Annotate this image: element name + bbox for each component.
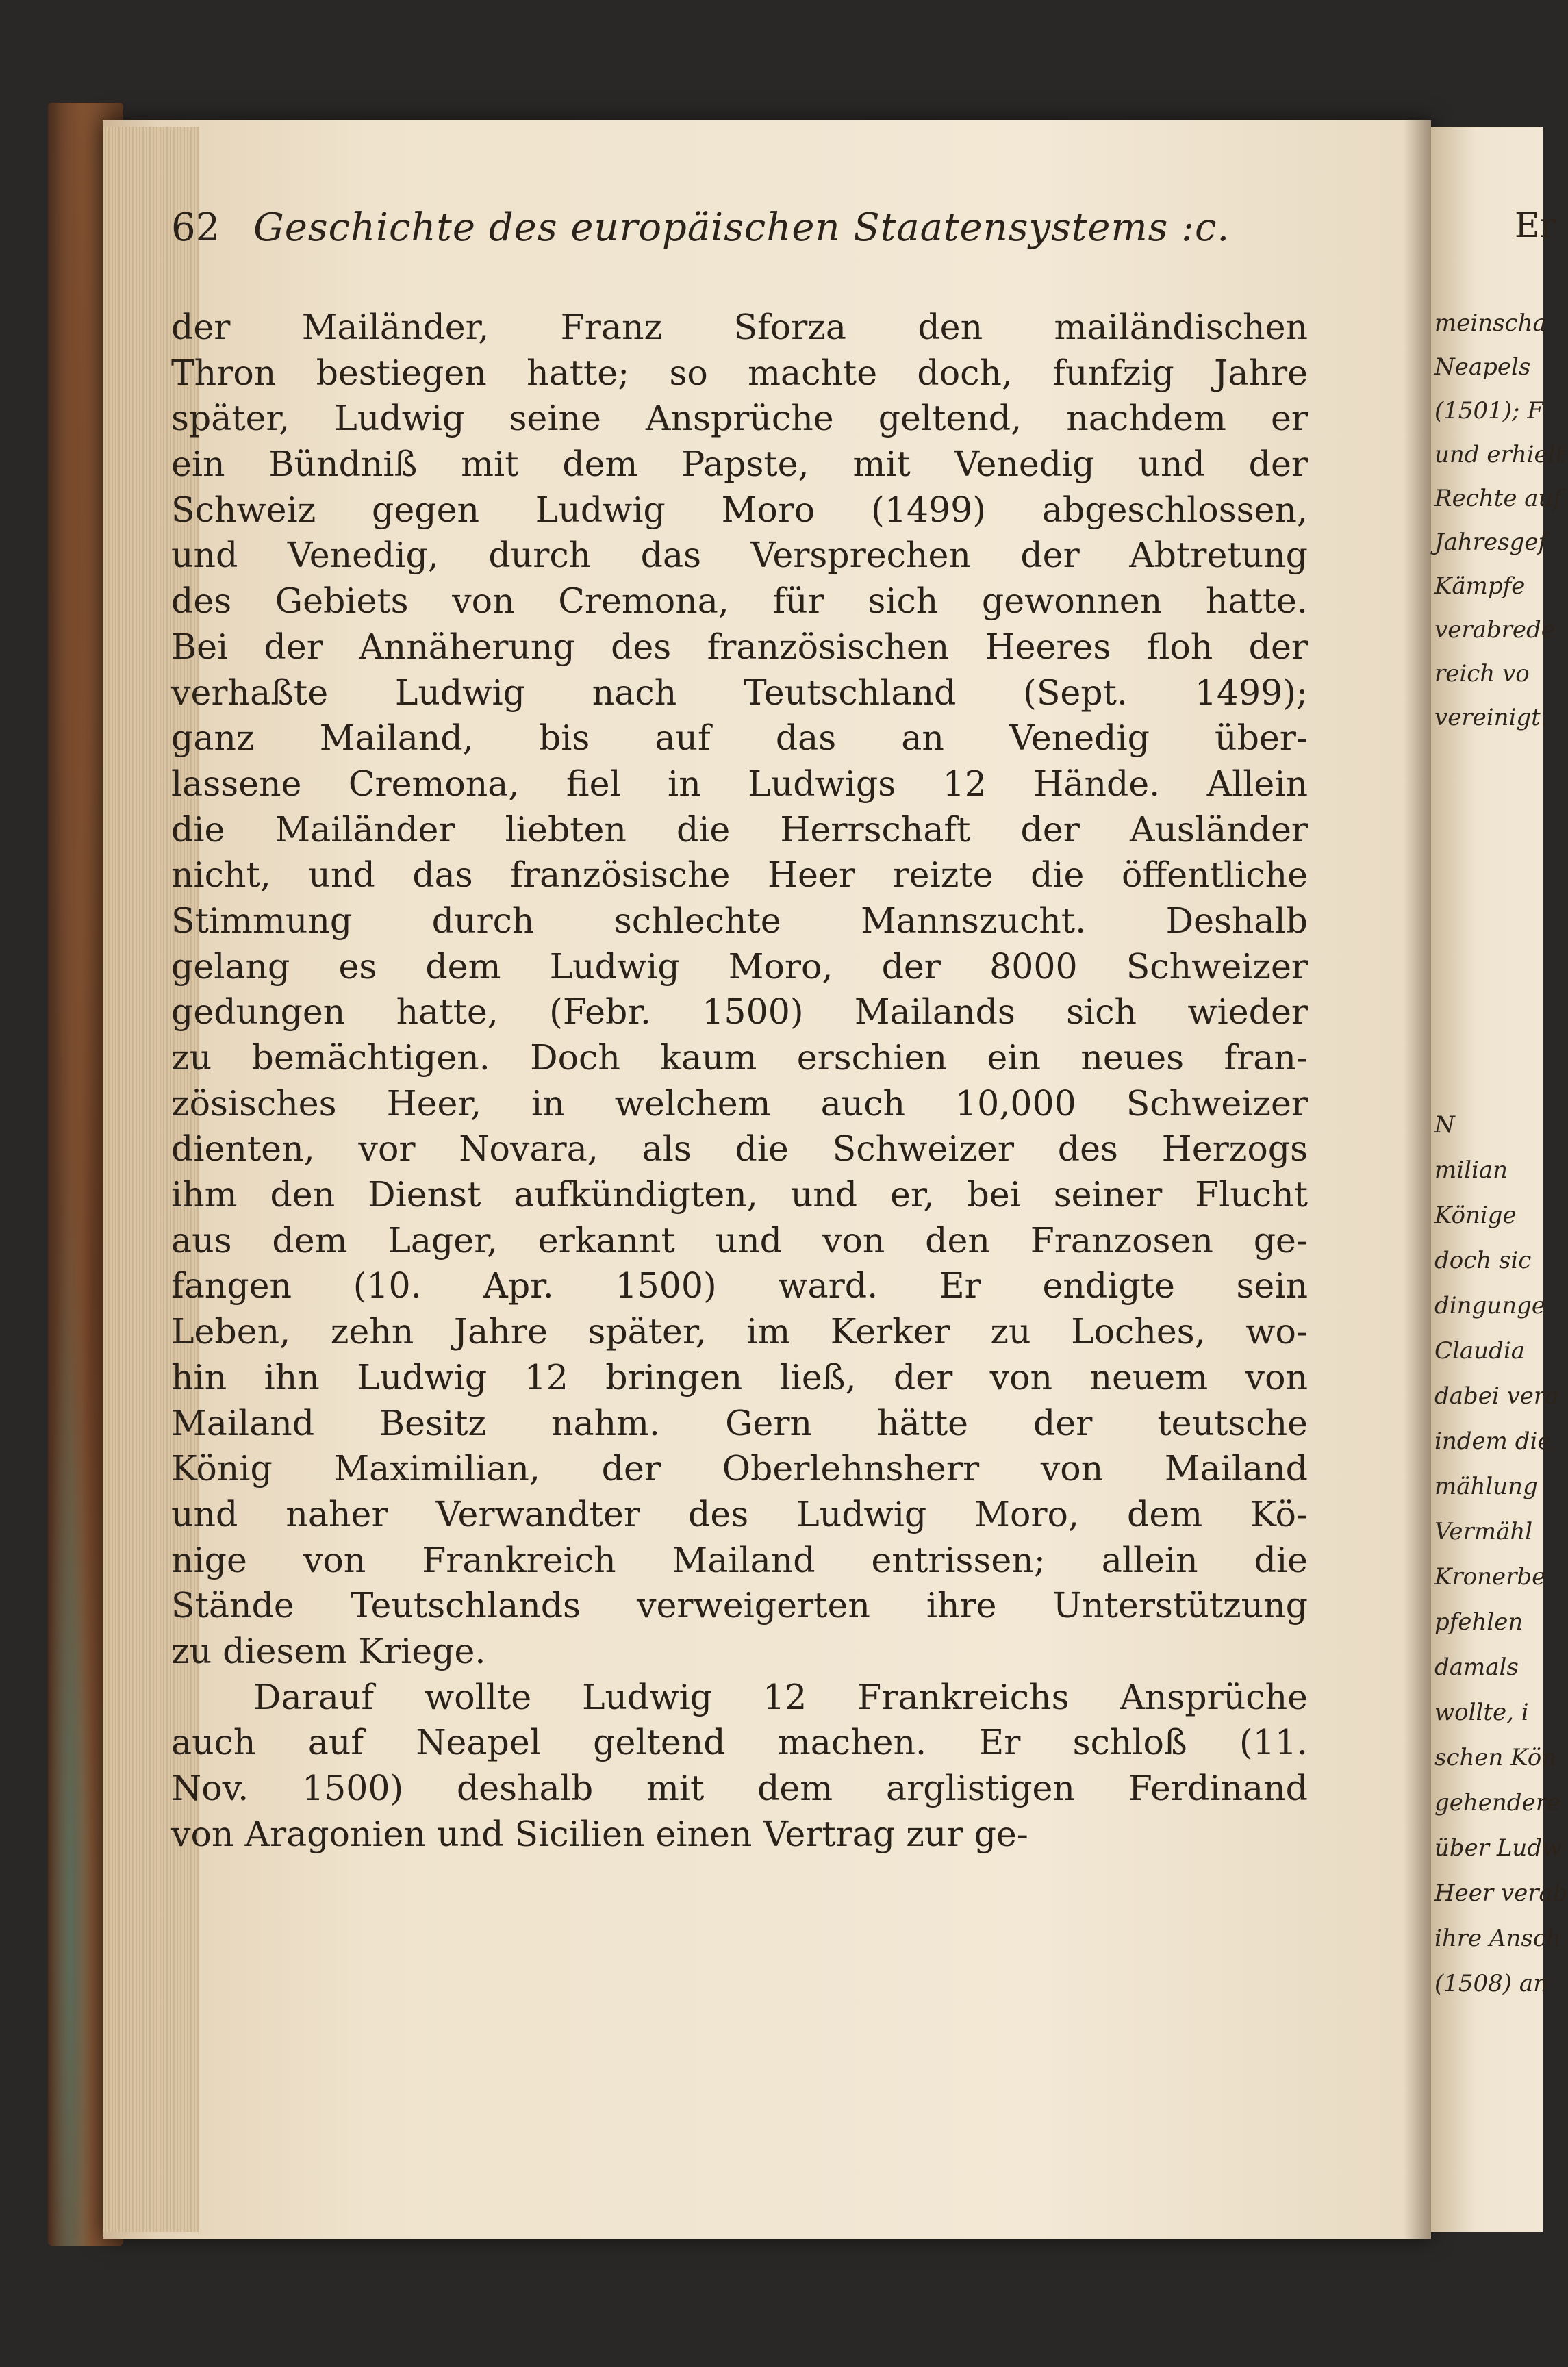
text-line-content: Thron bestiegen hatte; so machte doch, funfzig Jahre bbox=[171, 352, 1308, 393]
text-line-content: später, Ludwig seine Ansprüche geltend, nachdem er bbox=[171, 398, 1308, 439]
text-line bbox=[171, 1675, 1308, 1721]
text-line-content: der Mailänder, Franz Sforza den mailändischen bbox=[171, 307, 1308, 347]
fragment-line: gehendere bbox=[1434, 1789, 1561, 1817]
text-line-content: die Mailänder liebten die Herrschaft der Ausländer bbox=[171, 809, 1308, 850]
text-line bbox=[171, 533, 1308, 579]
text-line-content: lassene Cremona, fiel in Ludwigs 12 Hände. Allein bbox=[171, 763, 1308, 804]
text-line bbox=[171, 1263, 1308, 1309]
fragment-line: Rechte auf bbox=[1434, 485, 1563, 512]
text-line-content: und Venedig, durch das Versprechen der Abtretung bbox=[171, 535, 1308, 576]
fragment-line: Claudia bbox=[1434, 1337, 1525, 1365]
text-line bbox=[171, 1355, 1308, 1401]
text-line-content: ihm den Dienst aufkündigten, und er, bei seiner Flucht bbox=[171, 1174, 1308, 1215]
fragment-line: Kämpfe bbox=[1434, 572, 1526, 600]
text-line-content: ganz Mailand, bis auf das an Venedig über- bbox=[171, 718, 1308, 759]
text-line bbox=[171, 488, 1308, 533]
text-line-content: Stände Teutschlands verweigerten ihre Unterstützung bbox=[171, 1585, 1308, 1626]
fragment-line: Vermähl bbox=[1434, 1518, 1533, 1545]
text-line-content: zu bemächtigen. Doch kaum erschien ein neues fran- bbox=[171, 1037, 1308, 1078]
text-line bbox=[171, 624, 1308, 670]
running-title: Geschichte des europäischen Staatensystems :c. bbox=[253, 205, 1230, 250]
fragment-line: und erhielt bbox=[1434, 441, 1565, 468]
text-line-content: Schweiz gegen Ludwig Moro (1499) abgeschlossen, bbox=[171, 489, 1308, 530]
text-line-content: Darauf wollte Ludwig 12 Frankreichs Ansprüche bbox=[253, 1676, 1308, 1717]
text-line bbox=[171, 1172, 1308, 1218]
right-page-upper-text bbox=[1434, 301, 1565, 739]
text-line-content: ein Bündniß mit dem Papste, mit Venedig und der bbox=[171, 444, 1308, 485]
text-line-content: aus dem Lager, erkannt und von den Franzosen ge- bbox=[171, 1219, 1308, 1261]
fragment-line: mählung bbox=[1434, 1473, 1538, 1500]
fragment-line: indem die bbox=[1434, 1428, 1552, 1455]
text-line-content: des Gebiets von Cremona, für sich gewonnen hatte. bbox=[171, 581, 1308, 622]
fragment-line: Kronerbe bbox=[1434, 1563, 1546, 1591]
text-line bbox=[171, 716, 1308, 761]
text-line bbox=[171, 1218, 1308, 1264]
right-page-header: Er bbox=[1515, 205, 1556, 245]
text-line-content: Stimmung durch schlechte Mannszucht. Deshalb bbox=[171, 900, 1308, 941]
fragment-line: reich vo bbox=[1434, 660, 1530, 687]
text-line bbox=[171, 351, 1308, 396]
body-text bbox=[171, 305, 1308, 1857]
text-line bbox=[171, 670, 1308, 716]
text-line bbox=[171, 989, 1308, 1035]
text-line-content: gelang es dem Ludwig Moro, der 8000 Schweizer bbox=[171, 946, 1308, 987]
fragment-line: Neapels bbox=[1434, 353, 1531, 381]
fragment-line: doch sic bbox=[1434, 1247, 1532, 1274]
fragment-line: N bbox=[1434, 1111, 1455, 1139]
right-page-lower-text bbox=[1434, 1102, 1568, 2006]
fragment-line: Heer verab bbox=[1434, 1879, 1568, 1907]
text-line-content: nicht, und das französische Heer reizte die öffentliche bbox=[171, 855, 1308, 896]
text-line-content: zu diesem Kriege. bbox=[171, 1630, 486, 1671]
text-line bbox=[171, 1538, 1308, 1584]
text-line bbox=[171, 1401, 1308, 1447]
text-line-content: auch auf Neapel geltend machen. Er schloß (11. bbox=[171, 1722, 1308, 1763]
fragment-line: vereinigt. bbox=[1434, 704, 1548, 731]
fragment-line: dabei vera bbox=[1434, 1382, 1559, 1410]
text-line-content: hin ihn Ludwig 12 bringen ließ, der von neuem von bbox=[171, 1356, 1308, 1397]
fragment-line: verabrede bbox=[1434, 616, 1555, 644]
fragment-line: pfehlen bbox=[1434, 1608, 1523, 1636]
text-line bbox=[171, 807, 1308, 853]
fragment-line: wollte, i bbox=[1434, 1699, 1529, 1726]
text-line bbox=[171, 944, 1308, 990]
fragment-line: damals bbox=[1434, 1654, 1519, 1681]
fragment-line: über Ludw bbox=[1434, 1834, 1563, 1862]
text-line-content: zösisches Heer, in welchem auch 10,000 Schweizer bbox=[171, 1083, 1308, 1124]
fragment-line: ihre Ansch bbox=[1434, 1925, 1561, 1952]
text-line bbox=[171, 1081, 1308, 1127]
fragment-line: Jahresgef bbox=[1434, 529, 1547, 556]
text-line bbox=[171, 1720, 1308, 1766]
text-line-content: König Maximilian, der Oberlehnsherr von Mailand bbox=[171, 1448, 1308, 1489]
gutter-shadow bbox=[1404, 120, 1431, 2239]
text-line bbox=[171, 1446, 1308, 1492]
fragment-line: schen Kön bbox=[1434, 1744, 1557, 1771]
text-line-content: fangen (10. Apr. 1500) ward. Er endigte sein bbox=[171, 1265, 1308, 1306]
text-line bbox=[171, 761, 1308, 807]
fragment-line: (1508) an bbox=[1434, 1970, 1549, 1997]
text-line-content: Leben, zehn Jahre später, im Kerker zu Loches, wo- bbox=[171, 1311, 1308, 1352]
text-line bbox=[171, 1126, 1308, 1172]
text-line-content: Mailand Besitz nahm. Gern hätte der teutsche bbox=[171, 1402, 1308, 1443]
text-line bbox=[171, 1035, 1308, 1081]
text-line bbox=[171, 1309, 1308, 1355]
text-line-content: verhaßte Ludwig nach Teutschland (Sept. 1499); bbox=[171, 672, 1308, 713]
text-line bbox=[171, 396, 1308, 442]
text-line bbox=[171, 1766, 1308, 1812]
text-line-content: nige von Frankreich Mailand entrissen; allein die bbox=[171, 1539, 1308, 1580]
text-line-content: gedungen hatte, (Febr. 1500) Mailands sich wieder bbox=[171, 991, 1308, 1033]
text-line-content: dienten, vor Novara, als die Schweizer des Herzogs bbox=[171, 1128, 1308, 1169]
text-line bbox=[171, 1812, 1308, 1858]
fragment-line: milian bbox=[1434, 1156, 1508, 1184]
fragment-line: dingunge bbox=[1434, 1292, 1545, 1319]
page-number: 62 bbox=[171, 205, 220, 250]
text-line bbox=[171, 852, 1308, 898]
text-line bbox=[171, 579, 1308, 624]
text-line bbox=[171, 305, 1308, 351]
text-line-content: Bei der Annäherung des französischen Heeres floh der bbox=[171, 626, 1308, 667]
text-line bbox=[171, 1492, 1308, 1538]
text-line-content: und naher Verwandter des Ludwig Moro, dem Kö- bbox=[171, 1493, 1308, 1534]
text-line bbox=[171, 898, 1308, 944]
text-line bbox=[171, 442, 1308, 488]
text-line-content: Nov. 1500) deshalb mit dem arglistigen Ferdinand bbox=[171, 1768, 1308, 1808]
fragment-line: Könige bbox=[1434, 1202, 1517, 1229]
text-line-content: von Aragonien und Sicilien einen Vertrag zur ge- bbox=[171, 1813, 1028, 1854]
text-line bbox=[171, 1583, 1308, 1629]
page-header bbox=[171, 205, 1308, 253]
fragment-line: meinscha bbox=[1434, 309, 1547, 337]
fragment-line: (1501); F bbox=[1434, 397, 1543, 425]
text-line bbox=[171, 1629, 1308, 1675]
